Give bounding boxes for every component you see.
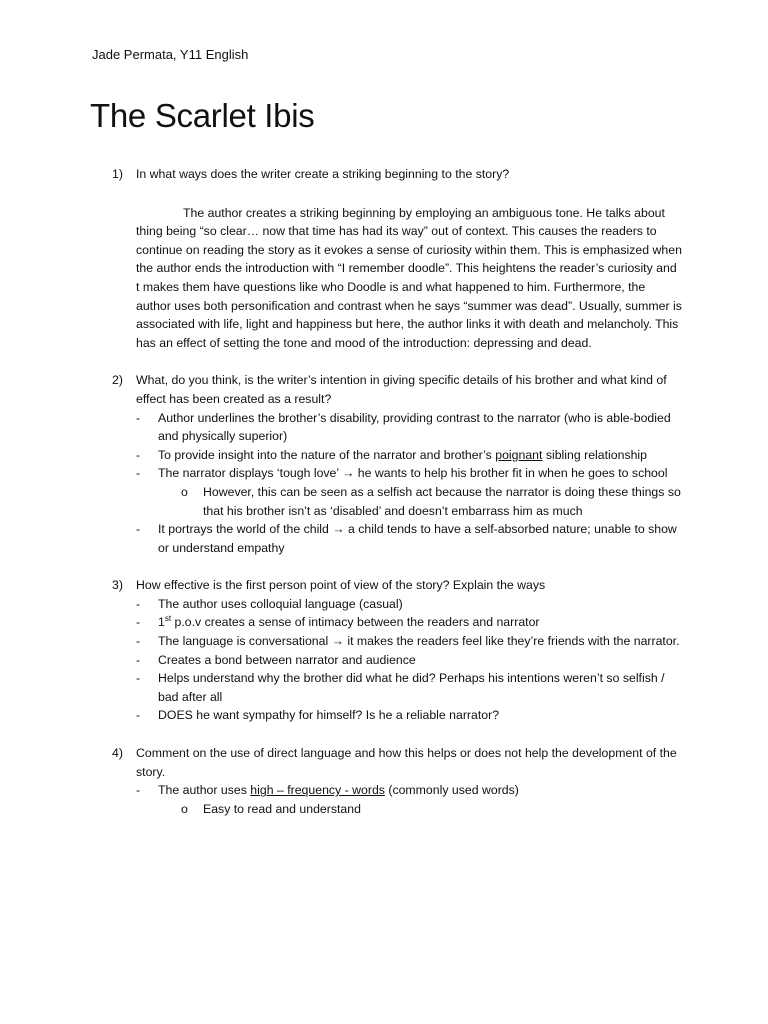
answer-bullets bbox=[136, 781, 682, 818]
bullet-item: - The author uses colloquial language (casual) bbox=[136, 595, 682, 614]
bullet-item: - It portrays the world of the child → a child tends to have a self-absorbed nature; unable to show or understand empathy bbox=[136, 522, 677, 555]
dash-marker: - bbox=[136, 410, 141, 425]
sub-bullet-item: o However, this can be seen as a selfish act because the narrator is doing these things so that his brother isn’t as ‘disabled’ and doesn’t embarrass him as much bbox=[181, 484, 681, 518]
question-2 bbox=[112, 371, 682, 557]
question-4 bbox=[112, 744, 682, 818]
answer-paragraph: The author creates a striking beginning by employing an ambiguous tone. He talks about thing being “so clear… now that time has had its way” out of context. This causes the readers to continue on reading the story as it evokes a sense of curiosity within them. This is emphasized when the author ends the introduction with “I remember doodle”. This heightens the reader’s curiosity and t makes them have questions like who Doodle is and what happened to him. Furthermore, the author uses both personification and contrast when he says “summer was dead”. Usually, summer is associated with life, light and happiness but here, the author links it with death and melancholy. This has an effect of setting the tone and mood of the introduction: depressing and dead. bbox=[136, 205, 682, 350]
sub-bullets bbox=[158, 800, 682, 819]
bullet-item: - Helps understand why the brother did what he did? Perhaps his intentions weren’t so selfish / bad after all bbox=[136, 671, 665, 704]
dash-marker: - bbox=[136, 708, 141, 723]
bullet-item: - The author uses high – frequency - words (commonly used words) o Easy to read and understand bbox=[136, 781, 682, 818]
dash-marker: - bbox=[136, 634, 141, 649]
underlined-term: high – frequency - words bbox=[250, 783, 385, 798]
question-1 bbox=[112, 165, 682, 352]
dash-marker: - bbox=[136, 671, 141, 686]
question-text: How effective is the first person point of view of the story? Explain the ways bbox=[136, 578, 546, 593]
dash-marker: - bbox=[136, 783, 141, 798]
dash-marker: - bbox=[136, 466, 141, 481]
bullet-item: - Creates a bond between narrator and audience bbox=[136, 651, 682, 670]
sub-bullet-item: o Easy to read and understand bbox=[158, 800, 682, 819]
dash-marker: - bbox=[136, 447, 141, 462]
bullet-item: - 1st p.o.v creates a sense of intimacy between the readers and narrator bbox=[136, 613, 682, 632]
question-text: What, do you think, is the writer’s intention in giving specific details of his brother and what kind of effect has been created as a result? bbox=[136, 373, 667, 406]
question-text: In what ways does the writer create a striking beginning to the story? bbox=[136, 167, 510, 181]
bullet-item: - The narrator displays ‘tough love’ → he wants to help his brother fit in when he goes to school o However, this can be seen as a selfish act because the narrator is doing these things so that his brother isn’t as ‘disabled’ and doesn’t embarrass him as much bbox=[136, 464, 682, 520]
dash-marker: - bbox=[136, 522, 141, 537]
bullet-item: - The language is conversational → it makes the readers feel like they’re friends with the narrator. bbox=[136, 632, 682, 651]
sub-bullets bbox=[158, 483, 682, 520]
dash-marker: - bbox=[136, 615, 141, 630]
question-number: 2) bbox=[112, 373, 123, 388]
question-3 bbox=[112, 576, 682, 725]
bullet-item: - Author underlines the brother’s disability, providing contrast to the narrator (who is able-bodied and physically superior) bbox=[136, 410, 671, 444]
dash-marker: - bbox=[136, 596, 141, 611]
circle-marker: o bbox=[181, 801, 188, 816]
page-title: The Scarlet Ibis bbox=[90, 97, 315, 134]
circle-marker: o bbox=[181, 484, 188, 499]
bullet-item: - DOES he want sympathy for himself? Is he a reliable narrator? bbox=[136, 706, 682, 725]
author-line: Jade Permata, Y11 English bbox=[92, 47, 249, 62]
question-number: 1) bbox=[112, 167, 123, 181]
question-text: Comment on the use of direct language and how this helps or does not help the development of the story. bbox=[136, 746, 677, 779]
answer-bullets bbox=[136, 595, 682, 725]
dash-marker: - bbox=[136, 652, 141, 667]
document-body bbox=[112, 165, 682, 818]
underlined-term: poignant bbox=[495, 447, 543, 462]
answer-bullets bbox=[136, 409, 682, 558]
bullet-item: - To provide insight into the nature of the narrator and brother’s poignant sibling relationship bbox=[136, 446, 682, 465]
question-number: 4) bbox=[112, 746, 123, 761]
question-number: 3) bbox=[112, 578, 123, 593]
